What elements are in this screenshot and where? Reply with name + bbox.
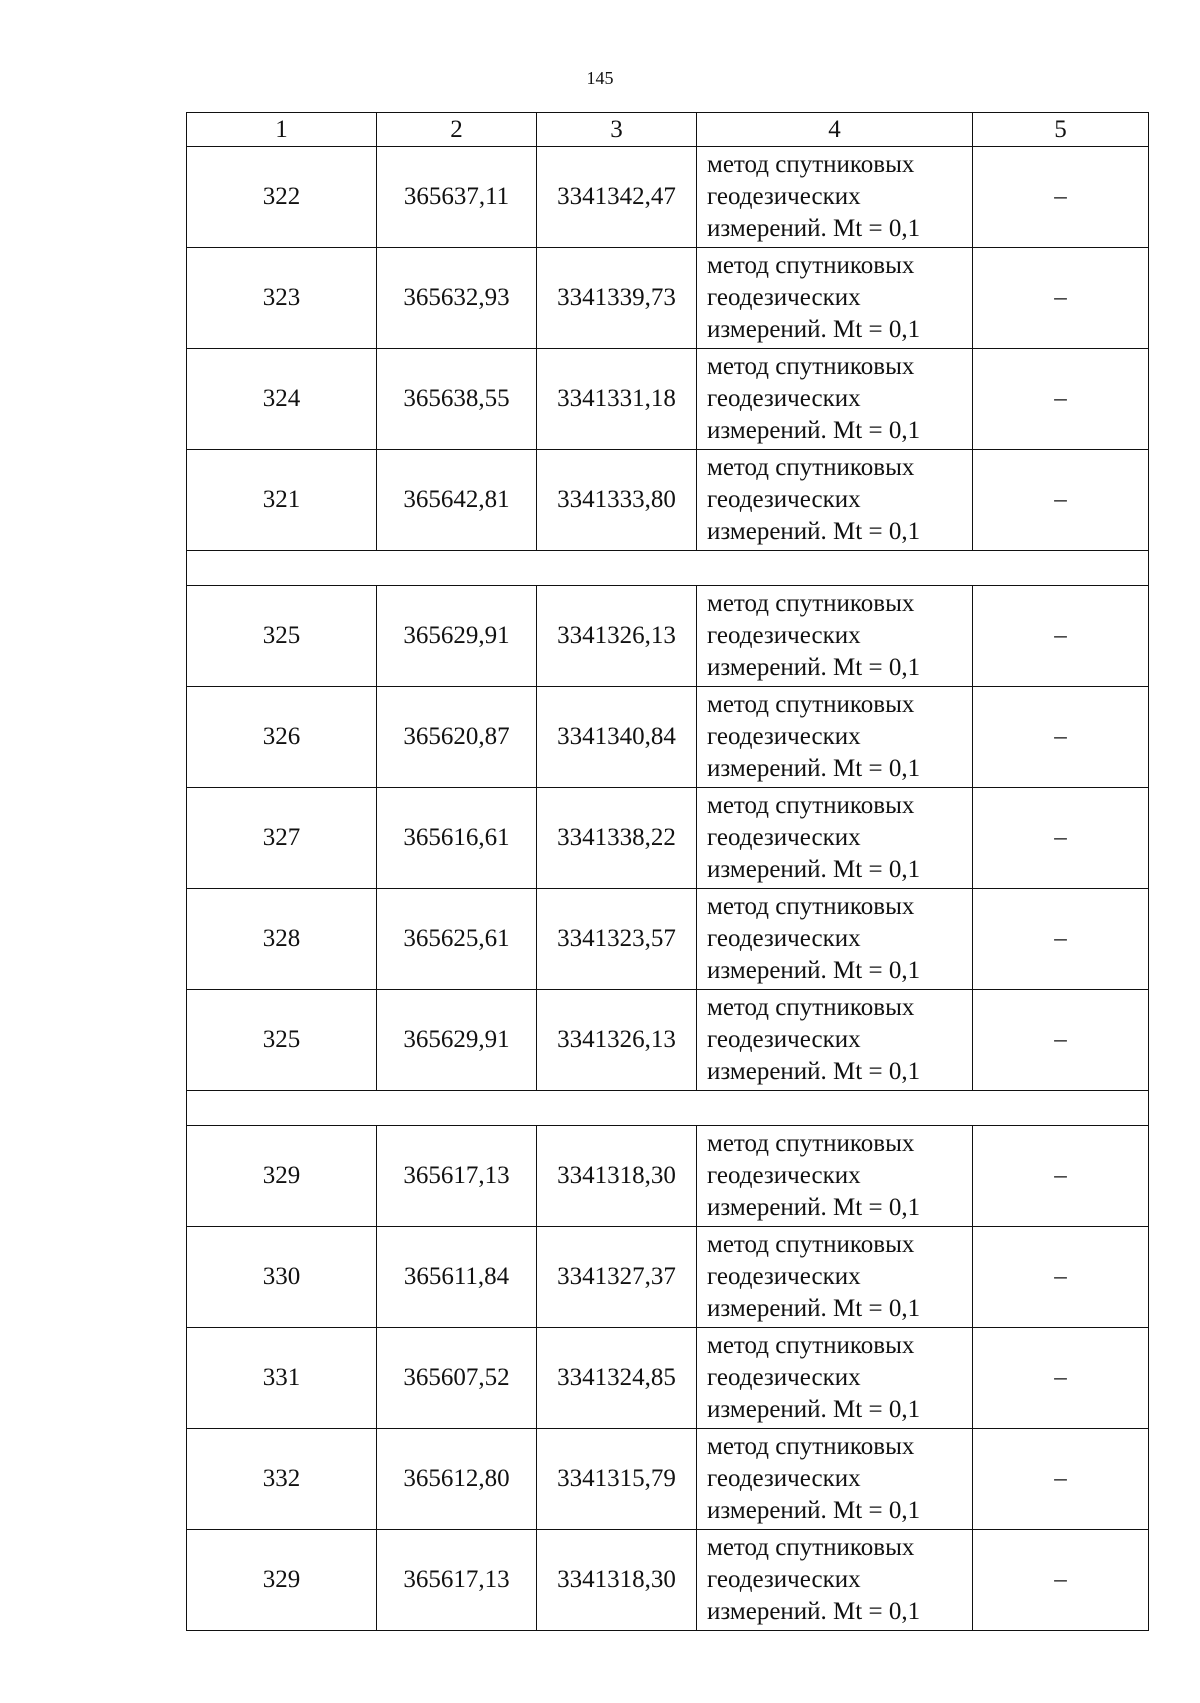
table-row [187, 788, 1149, 889]
method-line: измерений. Mt = 0,1 [707, 518, 921, 545]
method-line: измерений. Mt = 0,1 [707, 654, 921, 681]
note-cell: – [973, 788, 1149, 889]
method-line: метод спутниковых [707, 1433, 915, 1460]
point-number-cell: 328 [187, 889, 377, 990]
method-line: геодезических [707, 183, 861, 210]
table-row [187, 1530, 1149, 1631]
x-coordinate-cell: 365607,52 [377, 1328, 537, 1429]
method-line: измерений. Mt = 0,1 [707, 1598, 921, 1625]
table-row [187, 586, 1149, 687]
column-header: 5 [973, 113, 1149, 147]
y-coordinate-cell: 3341339,73 [537, 248, 697, 349]
point-number-cell: 329 [187, 1126, 377, 1227]
method-line: геодезических [707, 1364, 861, 1391]
method-line: геодезических [707, 1566, 861, 1593]
y-coordinate-cell: 3341324,85 [537, 1328, 697, 1429]
table-row [187, 990, 1149, 1091]
point-number-cell: 325 [187, 990, 377, 1091]
table-separator-row [187, 1091, 1149, 1126]
method-cell [697, 1328, 973, 1429]
method-line: метод спутниковых [707, 151, 915, 178]
method-line: метод спутниковых [707, 1332, 915, 1359]
point-number-cell: 323 [187, 248, 377, 349]
method-line: геодезических [707, 385, 861, 412]
method-cell [697, 450, 973, 551]
method-line: измерений. Mt = 0,1 [707, 316, 921, 343]
method-cell [697, 687, 973, 788]
y-coordinate-cell: 3341331,18 [537, 349, 697, 450]
method-cell [697, 1126, 973, 1227]
method-line: измерений. Mt = 0,1 [707, 1194, 921, 1221]
method-line: измерений. Mt = 0,1 [707, 1295, 921, 1322]
note-cell: – [973, 1227, 1149, 1328]
method-cell [697, 1530, 973, 1631]
y-coordinate-cell: 3341323,57 [537, 889, 697, 990]
point-number-cell: 322 [187, 147, 377, 248]
x-coordinate-cell: 365638,55 [377, 349, 537, 450]
x-coordinate-cell: 365625,61 [377, 889, 537, 990]
table-row [187, 1429, 1149, 1530]
note-cell: – [973, 889, 1149, 990]
point-number-cell: 330 [187, 1227, 377, 1328]
x-coordinate-cell: 365617,13 [377, 1126, 537, 1227]
method-cell [697, 1429, 973, 1530]
y-coordinate-cell: 3341333,80 [537, 450, 697, 551]
note-cell: – [973, 586, 1149, 687]
method-line: измерений. Mt = 0,1 [707, 215, 921, 242]
y-coordinate-cell: 3341338,22 [537, 788, 697, 889]
point-number-cell: 332 [187, 1429, 377, 1530]
method-cell [697, 1227, 973, 1328]
method-line: метод спутниковых [707, 1130, 915, 1157]
method-line: геодезических [707, 1162, 861, 1189]
x-coordinate-cell: 365612,80 [377, 1429, 537, 1530]
coordinates-table [186, 112, 1149, 1631]
y-coordinate-cell: 3341342,47 [537, 147, 697, 248]
y-coordinate-cell: 3341315,79 [537, 1429, 697, 1530]
point-number-cell: 331 [187, 1328, 377, 1429]
table-header-row [187, 113, 1149, 147]
method-line: геодезических [707, 1026, 861, 1053]
note-cell: – [973, 248, 1149, 349]
method-line: метод спутниковых [707, 792, 915, 819]
x-coordinate-cell: 365642,81 [377, 450, 537, 551]
method-line: геодезических [707, 1263, 861, 1290]
y-coordinate-cell: 3341318,30 [537, 1126, 697, 1227]
y-coordinate-cell: 3341327,37 [537, 1227, 697, 1328]
y-coordinate-cell: 3341318,30 [537, 1530, 697, 1631]
point-number-cell: 324 [187, 349, 377, 450]
method-cell [697, 147, 973, 248]
x-coordinate-cell: 365611,84 [377, 1227, 537, 1328]
point-number-cell: 325 [187, 586, 377, 687]
table-row [187, 349, 1149, 450]
method-cell [697, 990, 973, 1091]
table-separator-row [187, 551, 1149, 586]
method-line: геодезических [707, 1465, 861, 1492]
method-line: измерений. Mt = 0,1 [707, 1497, 921, 1524]
note-cell: – [973, 349, 1149, 450]
method-cell [697, 889, 973, 990]
y-coordinate-cell: 3341340,84 [537, 687, 697, 788]
point-number-cell: 327 [187, 788, 377, 889]
method-line: метод спутниковых [707, 353, 915, 380]
method-line: геодезических [707, 284, 861, 311]
x-coordinate-cell: 365637,11 [377, 147, 537, 248]
method-line: метод спутниковых [707, 1231, 915, 1258]
method-line: метод спутниковых [707, 893, 915, 920]
note-cell: – [973, 450, 1149, 551]
note-cell: – [973, 1126, 1149, 1227]
page-number: 145 [586, 68, 614, 88]
method-line: геодезических [707, 486, 861, 513]
table-row [187, 450, 1149, 551]
note-cell: – [973, 147, 1149, 248]
method-line: метод спутниковых [707, 1534, 915, 1561]
table-row [187, 1126, 1149, 1227]
note-cell: – [973, 1530, 1149, 1631]
table-body [187, 147, 1149, 1631]
column-header: 3 [537, 113, 697, 147]
method-line: метод спутниковых [707, 454, 915, 481]
method-cell [697, 586, 973, 687]
table-row [187, 687, 1149, 788]
method-cell [697, 248, 973, 349]
y-coordinate-cell: 3341326,13 [537, 586, 697, 687]
method-line: измерений. Mt = 0,1 [707, 957, 921, 984]
column-header: 4 [697, 113, 973, 147]
separator-cell [187, 1091, 1149, 1126]
column-header: 1 [187, 113, 377, 147]
table-row [187, 1328, 1149, 1429]
method-line: метод спутниковых [707, 252, 915, 279]
method-line: геодезических [707, 925, 861, 952]
point-number-cell: 329 [187, 1530, 377, 1631]
point-number-cell: 326 [187, 687, 377, 788]
method-line: измерений. Mt = 0,1 [707, 417, 921, 444]
method-line: метод спутниковых [707, 691, 915, 718]
table-row [187, 1227, 1149, 1328]
x-coordinate-cell: 365629,91 [377, 586, 537, 687]
method-line: измерений. Mt = 0,1 [707, 1396, 921, 1423]
note-cell: – [973, 1328, 1149, 1429]
note-cell: – [973, 990, 1149, 1091]
method-line: измерений. Mt = 0,1 [707, 755, 921, 782]
method-line: геодезических [707, 824, 861, 851]
separator-cell [187, 551, 1149, 586]
note-cell: – [973, 1429, 1149, 1530]
x-coordinate-cell: 365632,93 [377, 248, 537, 349]
method-line: геодезических [707, 723, 861, 750]
table-row [187, 889, 1149, 990]
x-coordinate-cell: 365629,91 [377, 990, 537, 1091]
column-header: 2 [377, 113, 537, 147]
table-row [187, 248, 1149, 349]
point-number-cell: 321 [187, 450, 377, 551]
method-line: измерений. Mt = 0,1 [707, 856, 921, 883]
y-coordinate-cell: 3341326,13 [537, 990, 697, 1091]
table-row [187, 147, 1149, 248]
x-coordinate-cell: 365620,87 [377, 687, 537, 788]
method-line: метод спутниковых [707, 590, 915, 617]
method-line: геодезических [707, 622, 861, 649]
method-cell [697, 349, 973, 450]
method-line: измерений. Mt = 0,1 [707, 1058, 921, 1085]
x-coordinate-cell: 365616,61 [377, 788, 537, 889]
method-cell [697, 788, 973, 889]
method-line: метод спутниковых [707, 994, 915, 1021]
note-cell: – [973, 687, 1149, 788]
x-coordinate-cell: 365617,13 [377, 1530, 537, 1631]
